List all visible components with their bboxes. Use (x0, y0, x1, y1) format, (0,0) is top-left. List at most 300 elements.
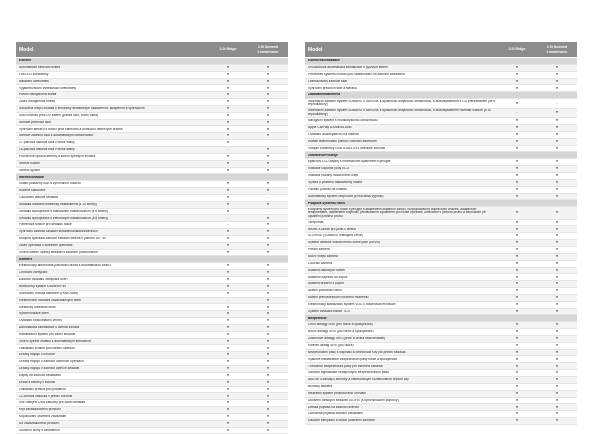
feature-row (16, 120, 288, 127)
feature-row (305, 166, 577, 173)
section-title: Bezpečnost (308, 316, 327, 320)
ridge-availability: ● (226, 65, 230, 70)
feature-row (305, 268, 577, 275)
ridge-availability: ● (515, 173, 519, 178)
ridge-availability: ● (226, 366, 230, 371)
feature-row (305, 281, 577, 288)
ridge-availability: ● (226, 188, 230, 193)
feature-label: Startování vozidla tlačítkem (Push-Start) (19, 291, 78, 295)
ridge-availability: ● (515, 193, 519, 198)
feature-row (16, 168, 288, 175)
summit-availability: ● (266, 379, 270, 384)
feature-row (305, 254, 577, 261)
feature-label: Couvací kamera (308, 261, 333, 265)
feature-row (305, 109, 577, 119)
summit-availability: ● (555, 193, 559, 198)
feature-label: Hlasité telefonování pomocí rozhraní Bluetooth (308, 139, 377, 143)
spec-table-right (305, 42, 577, 425)
ridge-availability: ● (515, 295, 519, 300)
trim-name: 2.0i Summit (257, 45, 279, 50)
feature-label: Kryt zavazadlového prostoru (19, 408, 61, 412)
feature-label: Zadní opěradla s loketními opěrkami (19, 243, 73, 247)
summit-availability: ● (266, 229, 270, 234)
feature-label: Sedadla ovládání elektricky nastavitelná (s 10 směry) (19, 202, 97, 206)
summit-availability: ● (555, 138, 559, 143)
summit-availability: ● (555, 173, 559, 178)
feature-row (16, 270, 288, 277)
feature-row (16, 263, 288, 270)
ridge-availability: ● (226, 167, 230, 172)
feature-row (16, 428, 288, 434)
feature-row (16, 195, 288, 202)
feature-row (16, 352, 288, 359)
ridge-availability: ● (515, 65, 519, 70)
ridge-availability: ● (226, 400, 230, 405)
ridge-availability: ● (226, 345, 230, 350)
ridge-availability: ● (226, 263, 230, 268)
summit-availability: ● (266, 359, 270, 364)
ridge-availability: ● (226, 229, 230, 234)
feature-label: Indikátor hladiny motorového oleje (308, 174, 359, 178)
feature-label: Asistent brzdění z kopce (308, 282, 344, 286)
feature-row (305, 398, 577, 405)
summit-availability: ● (555, 384, 559, 389)
summit-availability: ● (555, 240, 559, 245)
ridge-availability: ● (515, 301, 519, 306)
ridge-availability: ● (226, 311, 230, 316)
feature-label: 17-palcová disková kola z lehké slitiny (19, 141, 75, 145)
feature-label: Střešní spoiler (19, 168, 41, 172)
feature-label: Odkládací prostor pod loketní opěrkou (19, 346, 75, 350)
ridge-availability: ● (226, 359, 230, 364)
feature-label: Dětská pojistka na zadních dveřích (308, 405, 360, 409)
feature-row (305, 139, 577, 146)
ridge-availability: ● (515, 145, 519, 150)
feature-label: Asistent rozjezdu do kopce (308, 275, 348, 279)
feature-row (305, 336, 577, 343)
summit-availability: ● (266, 311, 270, 316)
section-header-row (305, 315, 577, 322)
ridge-availability: ● (515, 281, 519, 286)
feature-label: Držáky nápojů v zadních loketních opěrkách (19, 360, 84, 364)
summit-availability: ● (266, 71, 270, 76)
ridge-availability: ● (515, 356, 519, 361)
feature-row (305, 132, 577, 139)
feature-row (16, 332, 288, 339)
summit-availability: ● (555, 342, 559, 347)
feature-label: Neaktivní systém prostorového ohřívání (308, 391, 367, 395)
ridge-availability: ● (226, 414, 230, 419)
ridge-availability: ● (515, 404, 519, 409)
feature-row (16, 161, 288, 168)
ridge-availability: ● (226, 407, 230, 412)
ridge-availability: ● (226, 208, 230, 213)
feature-row (16, 126, 288, 133)
ridge-availability: ● (515, 411, 519, 416)
feature-row (305, 180, 577, 187)
ridge-availability: ● (226, 140, 230, 145)
feature-label: Sedadlo spolujezdce s elektrickým nastavováním (s 8 směry) (19, 216, 109, 220)
feature-label: Držáky nápojů v konzole (19, 353, 55, 357)
feature-label: Vnitřní zpětné zrcátko s automatickým stmíváním (19, 339, 91, 343)
feature-label: Vyhřívání stěračů s funkcí proti zamrzání a kontrolou dešťových srážek (19, 127, 123, 131)
ridge-availability: ● (226, 92, 230, 97)
summit-availability: ● (555, 247, 559, 252)
ridge-availability: ● (515, 254, 519, 258)
feature-label: Kožené čalounění (19, 189, 46, 193)
feature-row (305, 322, 577, 329)
summit-availability: ● (555, 132, 559, 137)
summit-availability: - (267, 208, 269, 213)
ridge-availability: ● (515, 267, 519, 272)
section-header-row (305, 152, 577, 159)
feature-row (305, 384, 577, 391)
feature-row (305, 363, 577, 370)
ridge-availability: ● (515, 138, 519, 143)
ridge-availability: ● (515, 260, 519, 265)
ridge-availability: ● (226, 249, 230, 254)
summit-availability: ● (266, 290, 270, 295)
ridge-availability: ● (515, 336, 519, 341)
summit-availability: ● (266, 167, 270, 172)
summit-availability: ● (266, 297, 270, 302)
summit-availability: ● (266, 147, 270, 152)
feature-row (16, 373, 288, 380)
feature-label: Paměťová funkce pro sedadlo řidiče (19, 223, 72, 227)
ridge-availability: ● (226, 372, 230, 377)
summit-availability: ● (266, 331, 270, 336)
feature-row (16, 243, 288, 250)
ridge-availability: ● (226, 290, 230, 295)
section-header-row (305, 92, 577, 99)
feature-row (305, 418, 577, 425)
summit-availability: ● (555, 118, 559, 123)
feature-label: Držák s tlačítky v konzoli (19, 380, 56, 384)
ridge-availability: ● (226, 195, 230, 200)
feature-label: Automatické stmívání světla (19, 66, 61, 70)
summit-availability: ● (555, 363, 559, 368)
feature-label: Zadní halogenová světla (19, 100, 55, 104)
feature-label: Kapsy na zadních sedadlech (19, 373, 62, 377)
feature-row (305, 356, 577, 363)
feature-label: Ovládání bezkontaktní vnitřní (19, 319, 62, 323)
summit-availability: ● (266, 78, 270, 83)
summit-availability: ● (266, 414, 270, 419)
ridge-availability: ● (515, 370, 519, 375)
ridge-availability: ● (515, 308, 519, 313)
feature-label: Stěrače předních skel (19, 120, 51, 124)
feature-row (305, 309, 577, 316)
summit-availability: ● (266, 393, 270, 398)
ridge-availability: ● (226, 304, 230, 309)
feature-row (16, 400, 288, 407)
summit-availability: ● (555, 295, 559, 300)
feature-label: Boční airbagy SRS (pro řidiče a spolujezdce) (308, 330, 374, 334)
trim-ridge-header (497, 47, 537, 51)
feature-label: Tempomat (308, 220, 324, 224)
summit-availability: ● (266, 277, 270, 282)
ridge-availability: ● (515, 186, 519, 191)
feature-row (305, 220, 577, 227)
trim-name: 2.0i Ridge (219, 47, 237, 52)
ridge-availability: ● (515, 180, 519, 185)
summit-availability: ● (555, 274, 559, 279)
summit-availability: ● (555, 349, 559, 354)
feature-label: Přední kamera (308, 248, 330, 252)
feature-label: Čelní airbagy SRS (pro řidiče a spolujezdce) (308, 323, 373, 327)
summit-availability: ● (266, 181, 270, 186)
model-header: Model (308, 46, 323, 53)
feature-label: Palubní počítač na volantu (308, 187, 347, 191)
ridge-availability: - (227, 147, 229, 152)
feature-label: Střešní nosiče (19, 161, 40, 165)
feature-row (16, 147, 288, 154)
feature-label: 12-voltová zásuvka v přední konzole (19, 394, 73, 398)
summit-availability: ● (266, 325, 270, 330)
section-title: Zábava/Infotainment (308, 93, 341, 97)
ridge-availability: ● (515, 349, 519, 354)
summit-availability: ● (555, 288, 559, 293)
feature-row (16, 154, 288, 161)
ridge-availability: ● (226, 153, 230, 158)
feature-row (16, 85, 288, 92)
feature-label: Záclonové airbagy SRS (první a druhá řada sedadel) (308, 337, 386, 341)
summit-availability: ● (266, 386, 270, 391)
summit-availability: ● (266, 400, 270, 405)
ridge-availability: ● (226, 284, 230, 289)
feature-row (16, 140, 288, 147)
feature-label: Elektronický stabilizační systém VDC s rozdělováním trakce (308, 302, 396, 306)
ridge-availability: ● (515, 384, 519, 389)
ridge-availability: ● (515, 166, 519, 171)
ridge-availability: ● (515, 219, 519, 224)
feature-label: ABS se 4 kanály/4 senzory a elektronickým rozdělováním brzdné síly (308, 378, 409, 382)
feature-row (16, 407, 288, 414)
ridge-availability: ● (226, 427, 230, 432)
summit-availability: ● (555, 356, 559, 361)
ridge-availability: ● (226, 160, 230, 165)
feature-row (16, 188, 288, 195)
feature-row (305, 350, 577, 357)
feature-label: Stěrače zadního skla s automatickým ostřikováním (19, 134, 94, 138)
trim-summit-header (537, 45, 577, 53)
summit-availability: ● (266, 366, 270, 371)
section-header-row (16, 174, 288, 181)
feature-label: Brzdový asistent (308, 385, 333, 389)
feature-row (305, 99, 577, 109)
summit-availability: ● (555, 166, 559, 171)
feature-label: Výhled o průběhu nastavitelný volant (308, 181, 362, 185)
summit-availability: ● (266, 112, 270, 117)
ridge-availability: ● (226, 71, 230, 76)
summit-availability: ● (266, 201, 270, 206)
ridge-availability: ● (226, 106, 230, 111)
feature-label: Sedadlo spolujezdce s manuálním nastavováním (s 6 směry) (19, 209, 109, 213)
summit-availability: ● (555, 180, 559, 185)
feature-row (305, 226, 577, 233)
feature-label: Přední halogenová světla (19, 93, 57, 97)
ridge-availability: ● (515, 363, 519, 368)
section-title: Exteriér (19, 59, 32, 63)
feature-rows (305, 58, 577, 425)
feature-label: 18-palcová disková kola z lehké slitiny (19, 148, 75, 152)
ridge-availability: ● (226, 126, 230, 131)
summit-availability: ● (555, 390, 559, 395)
ridge-availability: ● (226, 331, 230, 336)
feature-label: Automatický systém Stop/Start (s možností vypnutí) (308, 194, 384, 198)
summit-availability: ● (266, 236, 270, 241)
feature-label: Aktivní přerozdělování točivého momentu (308, 296, 369, 300)
feature-label: Informační zábavní systém SUBARU STARLINK s 8palcovou dotykovou obrazovkou, s audiosystémem Harman Kardon (s 10 reproduktory) (308, 109, 492, 116)
ridge-availability: ● (515, 132, 519, 137)
feature-label: Elektricky ovládaná okna (19, 305, 56, 309)
feature-row (16, 79, 288, 86)
summit-availability: ● (555, 186, 559, 191)
summit-availability: ● (266, 249, 270, 254)
summit-availability: ● (555, 404, 559, 409)
feature-row (16, 229, 288, 236)
feature-label: Vyjádření/boční vstřekovací světlomety (19, 86, 77, 90)
feature-label: Varovné signalizace nezapnutých bezpečnostních pásů (308, 371, 389, 375)
feature-label: Vyhřívání předních skel a stěračů (308, 86, 357, 90)
ridge-availability: ● (226, 325, 230, 330)
feature-label: Systém ovládání trakce TCS (308, 309, 350, 313)
ridge-availability: ● (515, 247, 519, 252)
ridge-availability: - (516, 110, 518, 115)
summit-availability: ● (266, 222, 270, 227)
summit-availability: ● (555, 78, 559, 83)
feature-label: Klimatizační systém pro zadní sedadla (19, 332, 76, 336)
summit-availability: ● (555, 411, 559, 416)
section-header-row (305, 58, 577, 65)
ridge-availability: ● (515, 159, 519, 164)
ridge-availability: ● (226, 352, 230, 357)
ridge-availability: ● (515, 322, 519, 327)
summit-availability: ● (555, 301, 559, 306)
feature-label: Kuplíkování osvětlení zavazadel (19, 415, 67, 419)
summit-availability: ● (266, 338, 270, 343)
feature-row (16, 380, 288, 387)
summit-availability: ● (266, 160, 270, 165)
summit-availability: ● (555, 377, 559, 382)
feature-label: Boční vnější kamera (308, 255, 338, 258)
ridge-availability: ● (226, 85, 230, 90)
feature-row (305, 125, 577, 132)
summit-availability: ● (266, 126, 270, 131)
ridge-availability: ● (515, 210, 519, 215)
feature-label: Ukotvení dětských sedaček ISOFIX (s upevňovacími popruhy) (308, 398, 399, 402)
ridge-availability: ● (226, 99, 230, 104)
summit-availability: ● (266, 85, 270, 90)
summit-availability: ● (555, 281, 559, 286)
feature-row (16, 421, 288, 428)
summit-availability: ● (266, 318, 270, 323)
feature-row (305, 207, 577, 219)
ridge-availability: ● (226, 201, 230, 206)
feature-label: Vyhřívání zadních sedadel sedadel/sedadel/kolenních (19, 230, 98, 234)
summit-availability: ● (555, 397, 559, 402)
section-title: Zobrazení/Přístroje (308, 153, 338, 157)
feature-row (16, 291, 288, 298)
ridge-availability: ● (226, 236, 230, 241)
ridge-availability: ● (226, 112, 230, 117)
summit-availability: ● (266, 153, 270, 158)
feature-row (16, 72, 288, 79)
feature-row (305, 302, 577, 309)
ridge-availability: ● (226, 119, 230, 124)
feature-row (305, 404, 577, 411)
summit-availability: ● (555, 370, 559, 375)
feature-label: Vnitřní loketní opěrky sedadel s lokálním polohováním (19, 250, 98, 254)
ridge-availability: ● (515, 390, 519, 395)
model-header: Model (19, 46, 34, 53)
feature-label: Synchronizace oken (19, 312, 49, 316)
summit-availability: ● (555, 336, 559, 341)
feature-row (305, 288, 577, 295)
feature-label: Dálkové zamykání s funkcí potvrzení zamčení (308, 419, 376, 423)
ridge-availability: ● (226, 78, 230, 83)
feature-label: Ovládání audiosystému na volantu (308, 133, 359, 137)
feature-label: Elektronické ovládání zavazadlových dveří (19, 298, 82, 302)
ridge-availability: ● (515, 125, 519, 130)
feature-label: Čalounění látkové sedadla (19, 196, 58, 200)
section-header-row (305, 200, 577, 207)
feature-row (305, 329, 577, 336)
summit-availability: - (556, 100, 558, 105)
feature-label: Navigační systém s multidotykovou obrazovkou (308, 119, 378, 123)
summit-availability: ● (266, 304, 270, 309)
feature-label: Informační zábavní systém SUBARU STARLINK s 8palcovou dotykovou obrazovkou, s audiosystémem s CD přehrávačem (se 6 reproduktory) (308, 99, 496, 107)
summit-availability: ● (555, 226, 559, 231)
ridge-availability: ● (226, 318, 230, 323)
ridge-availability: ● (226, 270, 230, 275)
feature-row (16, 387, 288, 394)
feature-row (305, 118, 577, 125)
feature-row (305, 240, 577, 247)
ridge-availability: ● (226, 386, 230, 391)
feature-label: Dvouzónová automatická klimatizace s pylovým filtrem (308, 66, 388, 70)
summit-availability: ● (266, 188, 270, 193)
summit-availability: ● (555, 254, 559, 258)
feature-label: Předehřev systému motoru pro nastavování na zadních sedadlech (308, 72, 405, 76)
feature-label: Apple CarPlay a Android Auto (308, 126, 352, 130)
summit-availability: ● (266, 407, 270, 412)
summit-availability: ● (266, 133, 270, 138)
feature-rows (16, 58, 288, 434)
summit-availability: ● (266, 352, 270, 357)
feature-row (305, 391, 577, 398)
summit-availability: ● (555, 418, 559, 423)
table-header (305, 42, 577, 58)
ridge-availability: ● (515, 233, 519, 238)
ridge-availability: ● (515, 85, 519, 90)
feature-row (305, 370, 577, 377)
ridge-availability: ● (226, 277, 230, 282)
ridge-availability: ● (515, 274, 519, 279)
summit-availability: ● (266, 345, 270, 350)
summit-availability: ● (555, 159, 559, 164)
feature-label: Ochranná pojistka zadních zavazadel (308, 412, 363, 416)
feature-row (305, 377, 577, 384)
summit-availability: ● (266, 119, 270, 124)
feature-label: Dálkové ovládání zamykání dveří (19, 278, 68, 282)
feature-label: Indikátor úsporné jízdy ECO (308, 167, 350, 171)
summit-availability: ● (266, 427, 270, 432)
feature-row (16, 65, 288, 72)
feature-row (305, 72, 577, 79)
ridge-availability: ● (226, 420, 230, 425)
feature-row (16, 284, 288, 291)
